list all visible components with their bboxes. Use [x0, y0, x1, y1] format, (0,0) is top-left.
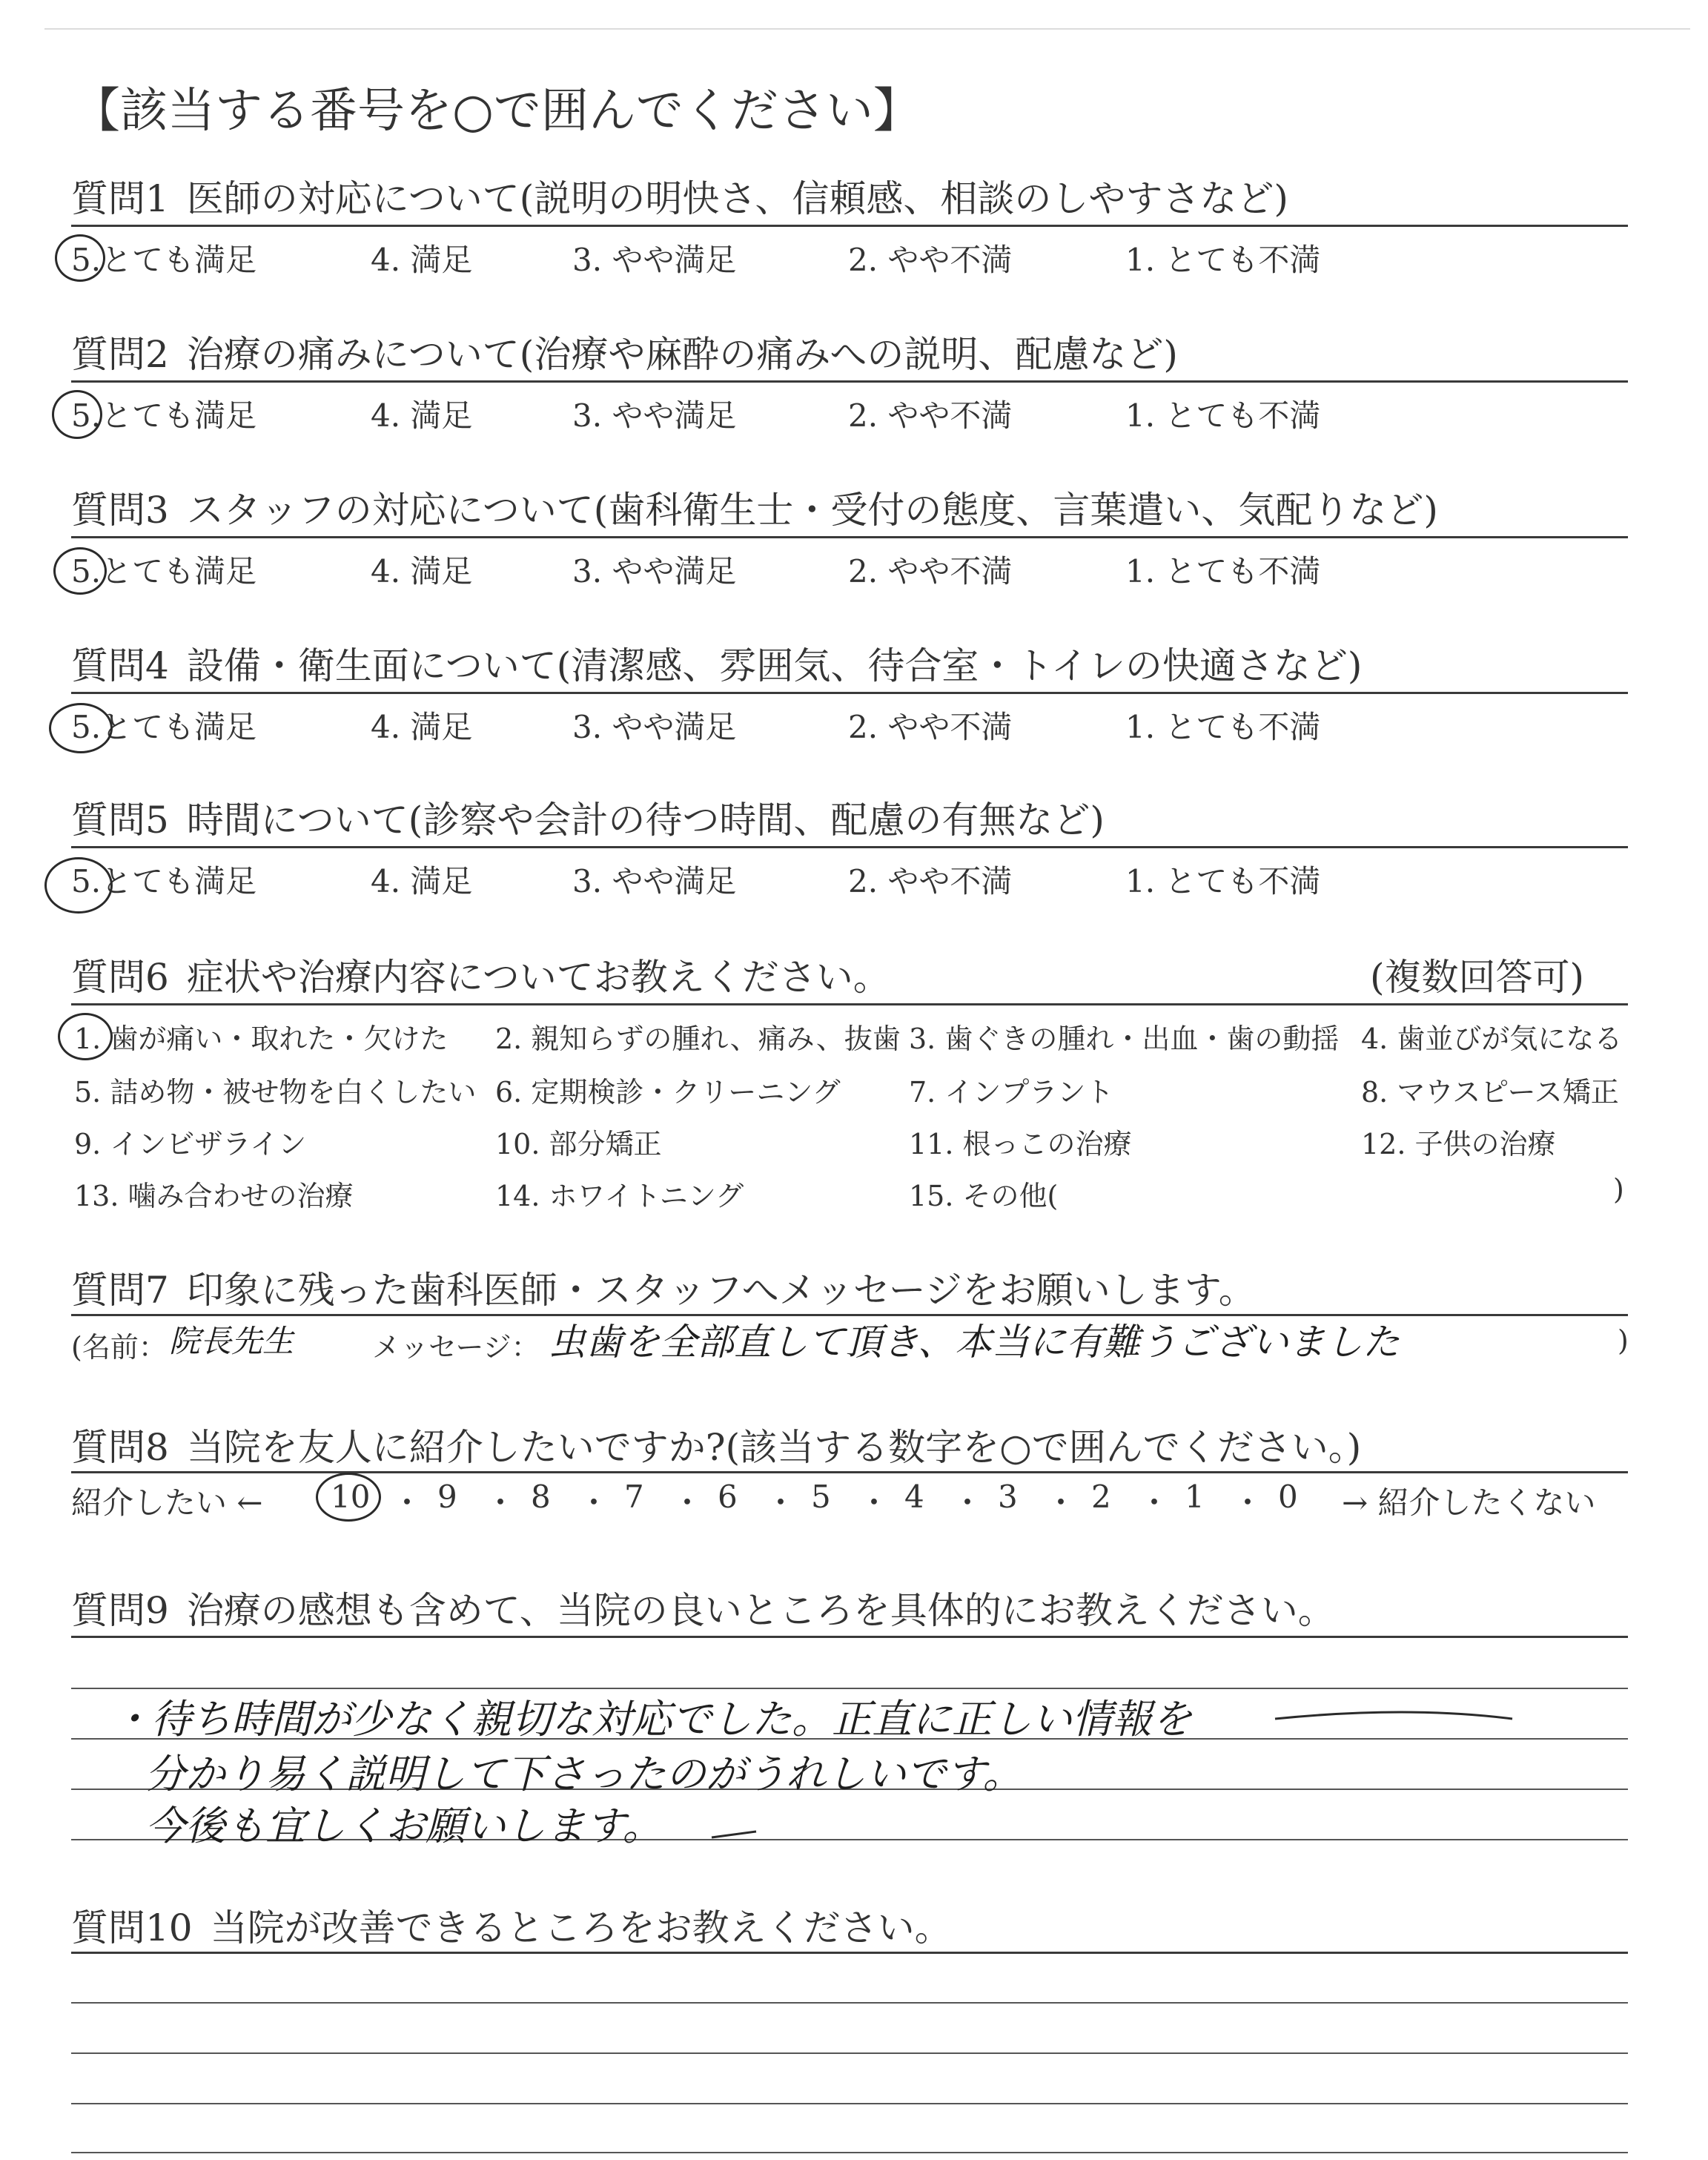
question-8-number: 質問8: [71, 1426, 169, 1469]
q6-option-7[interactable]: 7. インプラント: [909, 1076, 1114, 1109]
q4-option-2[interactable]: 2. やや不満: [848, 709, 1013, 745]
q8-left-label: 紹介したい ←: [71, 1484, 263, 1521]
q8-dot: ・: [952, 1484, 984, 1521]
q8-dot: ・: [485, 1484, 517, 1521]
q3-option-1[interactable]: 1. とても不満: [1125, 553, 1321, 589]
q2-option-5[interactable]: 5.とても満足: [71, 397, 257, 434]
q3-option-2[interactable]: 2. やや不満: [848, 553, 1013, 589]
question-2-text: 治療の痛みについて(治療や麻酔の痛みへの説明、配慮など): [186, 333, 1178, 376]
q9-answer-line-2[interactable]: 分かり易く説明して下さったのがうれしいです。: [145, 1751, 1023, 1797]
question-3-number: 質問3: [71, 489, 169, 532]
question-7-number: 質問7: [71, 1269, 169, 1312]
q6-option-4[interactable]: 4. 歯並びが気になる: [1361, 1023, 1623, 1055]
q6-option-11[interactable]: 11. 根っこの治療: [909, 1128, 1132, 1160]
q5-option-3[interactable]: 3. やや満足: [572, 863, 737, 899]
q6-option-13[interactable]: 13. 噛み合わせの治療: [74, 1180, 354, 1212]
question-6-note: (複数回答可): [1370, 956, 1585, 999]
q8-scale-2[interactable]: 2: [1091, 1479, 1111, 1515]
q5-option-2[interactable]: 2. やや不満: [848, 863, 1013, 899]
question-10-number: 質問10: [71, 1906, 193, 1949]
q8-dot: ・: [578, 1484, 610, 1521]
q8-scale-8[interactable]: 8: [531, 1479, 551, 1515]
q1-option-3[interactable]: 3. やや満足: [572, 242, 737, 278]
q6-option-2[interactable]: 2. 親知らずの腫れ、痛み、抜歯: [495, 1023, 901, 1055]
q4-option-3[interactable]: 3. やや満足: [572, 709, 737, 745]
question-6-text: 症状や治療内容についてお教えください。: [186, 956, 890, 999]
q9-answer-line-1[interactable]: ・待ち時間が少なく親切な対応でした。正直に正しい情報を: [111, 1696, 1192, 1743]
q1-option-4[interactable]: 4. 満足: [371, 242, 473, 278]
question-4-number: 質問4: [71, 644, 169, 687]
question-5-text: 時間について(診察や会計の待つ時間、配慮の有無など): [186, 799, 1105, 842]
q8-dot: ・: [765, 1484, 797, 1521]
q1-option-2[interactable]: 2. やや不満: [848, 242, 1013, 278]
q2-option-2[interactable]: 2. やや不満: [848, 397, 1013, 434]
q2-option-4[interactable]: 4. 満足: [371, 397, 473, 434]
q8-scale-1[interactable]: 1: [1185, 1479, 1205, 1515]
q7-name-label: (名前：: [71, 1331, 167, 1364]
q5-option-4[interactable]: 4. 満足: [371, 863, 473, 899]
q4-option-5[interactable]: 5.とても満足: [71, 709, 257, 745]
q3-option-4[interactable]: 4. 満足: [371, 553, 473, 589]
q8-scale-6[interactable]: 6: [718, 1479, 738, 1515]
q5-option-5[interactable]: 5.とても満足: [71, 863, 257, 899]
q6-option-5[interactable]: 5. 詰め物・被せ物を白くしたい: [74, 1076, 477, 1109]
q6-option-8[interactable]: 8. マウスピース矯正: [1361, 1076, 1619, 1109]
q8-scale-4[interactable]: 4: [904, 1479, 924, 1515]
pen-stroke: [712, 1832, 756, 1837]
q6-option-1[interactable]: 1. 歯が痛い・取れた・欠けた: [74, 1023, 448, 1055]
q4-option-1[interactable]: 1. とても不満: [1125, 709, 1321, 745]
question-3-text: スタッフの対応について(歯科衛生士・受付の態度、言葉遣い、気配りなど): [186, 489, 1438, 532]
question-2-number: 質問2: [71, 333, 169, 376]
q1-option-1[interactable]: 1. とても不満: [1125, 242, 1321, 278]
q6-option-15-close: ): [1613, 1173, 1624, 1206]
q8-scale-9[interactable]: 9: [437, 1479, 457, 1515]
q8-scale-0[interactable]: 0: [1278, 1479, 1298, 1515]
q7-message-value[interactable]: 虫歯を全部直して頂き、本当に有難うございました: [549, 1321, 1400, 1364]
question-1-text: 医師の対応について(説明の明快さ、信頼感、相談のしやすさなど): [186, 177, 1288, 220]
q2-option-1[interactable]: 1. とても不満: [1125, 397, 1321, 434]
question-7-text: 印象に残った歯科医師・スタッフへメッセージをお願いします。: [186, 1269, 1256, 1312]
q3-option-5[interactable]: 5.とても満足: [71, 553, 257, 589]
q8-scale-5[interactable]: 5: [811, 1479, 831, 1515]
q8-dot: ・: [1139, 1484, 1171, 1521]
q8-scale-3[interactable]: 3: [998, 1479, 1018, 1515]
q7-message-label: メッセージ：: [372, 1331, 540, 1364]
page-title: 【該当する番号を○で囲んでください】: [73, 84, 921, 139]
q8-dot: ・: [858, 1484, 890, 1521]
q8-scale-7[interactable]: 7: [624, 1479, 644, 1515]
q8-dot: ・: [672, 1484, 704, 1521]
question-4-text: 設備・衛生面について(清潔感、雰囲気、待合室・トイレの快適さなど): [186, 644, 1363, 687]
pen-stroke: [1275, 1712, 1512, 1719]
q6-option-15[interactable]: 15. その他(: [909, 1180, 1059, 1212]
q8-right-label: → 紹介したくない: [1342, 1484, 1596, 1521]
q6-option-12[interactable]: 12. 子供の治療: [1361, 1128, 1556, 1160]
question-8-text: 当院を友人に紹介したいですか?(該当する数字を○で囲んでください。): [186, 1426, 1362, 1469]
q3-option-3[interactable]: 3. やや満足: [572, 553, 737, 589]
question-6-number: 質問6: [71, 956, 169, 999]
q6-option-10[interactable]: 10. 部分矯正: [495, 1128, 662, 1160]
q8-scale-10[interactable]: 10: [331, 1479, 371, 1515]
q8-dot: ・: [1045, 1484, 1077, 1521]
q4-option-4[interactable]: 4. 満足: [371, 709, 473, 745]
question-10-text: 当院が改善できるところをお教えください。: [210, 1906, 952, 1949]
q6-option-3[interactable]: 3. 歯ぐきの腫れ・出血・歯の動揺: [909, 1023, 1340, 1055]
q8-dot: ・: [1232, 1484, 1264, 1521]
q7-name-value[interactable]: 院長先生: [169, 1323, 294, 1359]
q1-option-5[interactable]: 5.とても満足: [71, 242, 257, 278]
q5-option-1[interactable]: 1. とても不満: [1125, 863, 1321, 899]
q6-option-6[interactable]: 6. 定期検診・クリーニング: [495, 1076, 841, 1109]
question-1-number: 質問1: [71, 177, 169, 220]
q6-option-14[interactable]: 14. ホワイトニング: [495, 1180, 744, 1212]
q2-option-3[interactable]: 3. やや満足: [572, 397, 737, 434]
q7-close-paren: ): [1618, 1324, 1629, 1357]
q6-option-9[interactable]: 9. インビザライン: [74, 1128, 307, 1160]
q8-dot: ・: [391, 1484, 423, 1521]
question-9-number: 質問9: [71, 1589, 169, 1632]
question-5-number: 質問5: [71, 799, 169, 842]
q9-answer-line-3[interactable]: 今後も宜しくお願いします。: [145, 1803, 663, 1849]
question-9-text: 治療の感想も含めて、当院の良いところを具体的にお教えください。: [186, 1589, 1335, 1632]
